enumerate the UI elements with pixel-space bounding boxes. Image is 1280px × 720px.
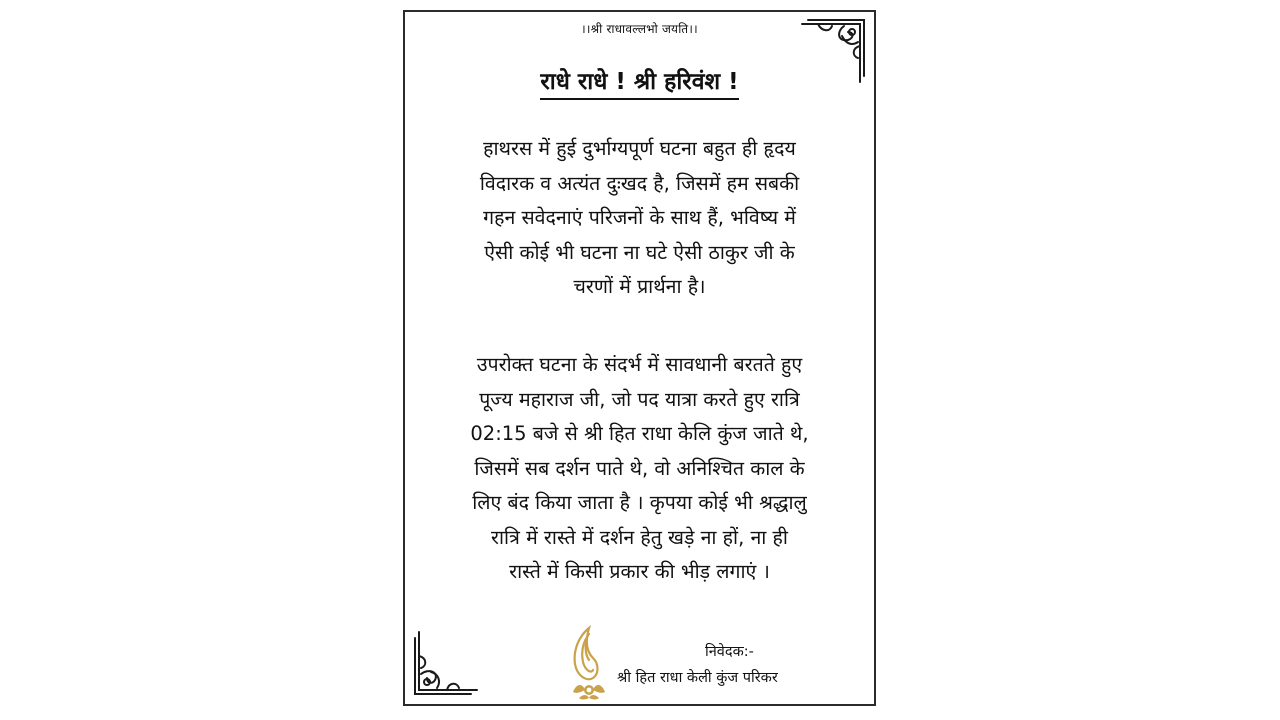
paragraph-line: हाथरस में हुई दुर्भाग्यपूर्ण घटना बहुत ही हृदय bbox=[483, 137, 796, 160]
notice-heading bbox=[405, 64, 874, 96]
paragraph-line: जिसमें सब दर्शन पाते थे, वो अनिश्चित काल के bbox=[474, 456, 805, 480]
paragraph-condolence bbox=[415, 132, 864, 305]
paragraph-line: 02:15 बजे से श्री हित राधा केलि कुंज जाते थे, bbox=[470, 422, 809, 445]
signature-from-label: निवेदक:- bbox=[705, 644, 754, 660]
invocation-line: ।।श्री राधावल्लभो जयति।। bbox=[581, 22, 698, 36]
paragraph-line: गहन सवेदनाएं परिजनों के साथ हैं, भविष्य में bbox=[483, 206, 796, 229]
paragraph-line: विदारक व अत्यंत दुःखद है, जिसमें हम सबकी bbox=[479, 171, 800, 195]
corner-flourish-icon bbox=[411, 628, 481, 698]
paragraph-announcement bbox=[415, 348, 864, 590]
paragraph-line: चरणों में प्रार्थना है। bbox=[573, 275, 706, 298]
paragraph-line: रात्रि में रास्ते में दर्शन हेतु खड़े ना हों, ना ही bbox=[491, 525, 788, 549]
heading-text: राधे राधे ! श्री हरिवंश ! bbox=[540, 69, 738, 100]
paragraph-line: लिए बंद किया जाता है । कृपया कोई भी श्रद्धालु bbox=[472, 491, 807, 514]
paragraph-line: उपरोक्त घटना के संदर्भ में सावधानी बरतते हुए bbox=[476, 353, 803, 376]
paragraph-line: रास्ते में किसी प्रकार की भीड़ लगाएं । bbox=[509, 560, 770, 583]
paisley-lotus-emblem-icon bbox=[565, 624, 611, 702]
paragraph-line: ऐसी कोई भी घटना ना घटे ऐसी ठाकुर जी के bbox=[484, 240, 795, 264]
notice-card bbox=[403, 10, 876, 706]
paragraph-line: पूज्य महाराज जी, जो पद यात्रा करते हुए रात्रि bbox=[479, 387, 800, 411]
signature-name: श्री हित राधा केली कुंज परिकर bbox=[617, 670, 778, 686]
